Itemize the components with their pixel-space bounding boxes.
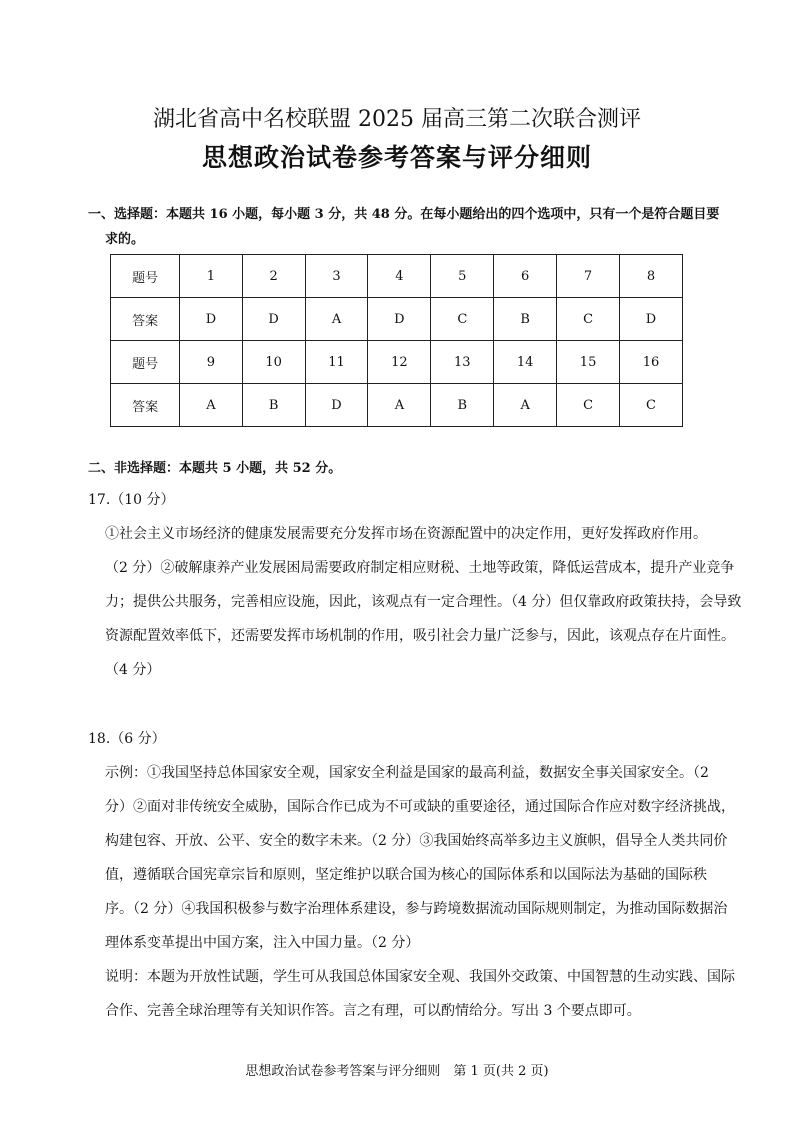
table-cell: 11 [305, 341, 368, 384]
table-cell: C [620, 384, 683, 427]
answer-line: 构建包容、开放、公平、安全的数字未来。（2 分）③我国始终高举多边主义旗帜，倡导全人类共同价 [105, 833, 728, 849]
answer-line: 力；提供公共服务，完善相应设施，因此，该观点有一定合理性。（4 分）但仅靠政府政策扶持，会导致 [105, 594, 742, 610]
section1-heading: 一、选择题：本题共 16 小题，每小题 3 分，共 48 分。在每小题给出的四个选项中，只有一个是符合题目要 [88, 207, 720, 222]
question-17-title: 17.（10 分） [88, 492, 175, 508]
table-cell: 14 [494, 341, 557, 384]
answer-line: 序。（2 分）④我国积极参与数字治理体系建设，参与跨境数据流动国际规则制定，为推动国际数据治 [105, 901, 728, 917]
table-cell: C [557, 384, 620, 427]
table-cell: A [368, 384, 431, 427]
table-row [111, 298, 683, 341]
answer-line: 说明：本题为开放性试题，学生可从我国总体国家安全观、我国外交政策、中国智慧的生动实践、国际 [105, 969, 735, 985]
table-cell: D [242, 298, 305, 341]
table-cell: 9 [180, 341, 242, 384]
table-cell: 10 [242, 341, 305, 384]
table-cell: 5 [431, 255, 494, 298]
table-cell: C [557, 298, 620, 341]
answer-line: 示例：①我国坚持总体国家安全观，国家安全利益是国家的最高利益，数据安全事关国家安全。（2 [105, 765, 709, 781]
table-cell: D [305, 384, 368, 427]
table-row [111, 341, 683, 384]
table-cell: 7 [557, 255, 620, 298]
table-cell: A [305, 298, 368, 341]
table-cell: 15 [557, 341, 620, 384]
table-cell: D [368, 298, 431, 341]
section1-heading-cont: 求的。 [105, 232, 145, 247]
table-cell: 2 [242, 255, 305, 298]
answer-line: 资源配置效率低下，还需要发挥市场机制的作用，吸引社会力量广泛参与，因此，该观点存在片面性。 [105, 628, 735, 644]
table-cell: 1 [180, 255, 242, 298]
table-cell: D [620, 298, 683, 341]
table-cell: 12 [368, 341, 431, 384]
table-cell: D [180, 298, 242, 341]
table-cell: B [242, 384, 305, 427]
table-cell: B [494, 298, 557, 341]
table-cell: 6 [494, 255, 557, 298]
answer-table [110, 254, 683, 427]
table-row [111, 255, 683, 298]
answer-line: 值，遵循联合国宪章宗旨和原则，坚定维护以联合国为核心的国际体系和以国际法为基础的国际秩 [105, 867, 707, 883]
table-cell: B [431, 384, 494, 427]
answer-line: （2 分）②破解康养产业发展困局需要政府制定相应财税、土地等政策，降低运营成本，提升产业竞争 [105, 560, 735, 576]
document-subtitle: 思想政治试卷参考答案与评分细则 [201, 143, 592, 172]
answer-line: 理体系变革提出中国方案，注入中国力量。（2 分） [105, 935, 420, 951]
answer-line: ①社会主义市场经济的健康发展需要充分发挥市场在资源配置中的决定作用，更好发挥政府作用。 [105, 526, 707, 542]
table-cell: 13 [431, 341, 494, 384]
answer-line: 分）②面对非传统安全威胁，国际合作已成为不可或缺的重要途径，通过国际合作应对数字经济挑战， [105, 799, 735, 815]
table-cell: A [180, 384, 242, 427]
question-18-title: 18.（6 分） [88, 731, 166, 747]
answer-line: （4 分） [105, 662, 161, 678]
table-row [111, 384, 683, 427]
section2-heading: 二、非选择题：本题共 5 小题，共 52 分。 [88, 461, 342, 476]
table-cell: 8 [620, 255, 683, 298]
table-cell: C [431, 298, 494, 341]
row-label: 答案 [111, 384, 180, 427]
table-cell: 3 [305, 255, 368, 298]
answer-line: 合作、完善全球治理等有关知识作答。言之有理，可以酌情给分。写出 3 个要点即可。 [105, 1003, 641, 1019]
row-label: 答案 [111, 298, 180, 341]
row-label: 题号 [111, 255, 180, 298]
page-footer: 思想政治试卷参考答案与评分细则 第 1 页(共 2 页) [245, 1064, 549, 1079]
row-label: 题号 [111, 341, 180, 384]
table-cell: A [494, 384, 557, 427]
table-cell: 16 [620, 341, 683, 384]
table-cell: 4 [368, 255, 431, 298]
exam-title: 湖北省高中名校联盟 2025 届高三第二次联合测评 [153, 107, 641, 132]
